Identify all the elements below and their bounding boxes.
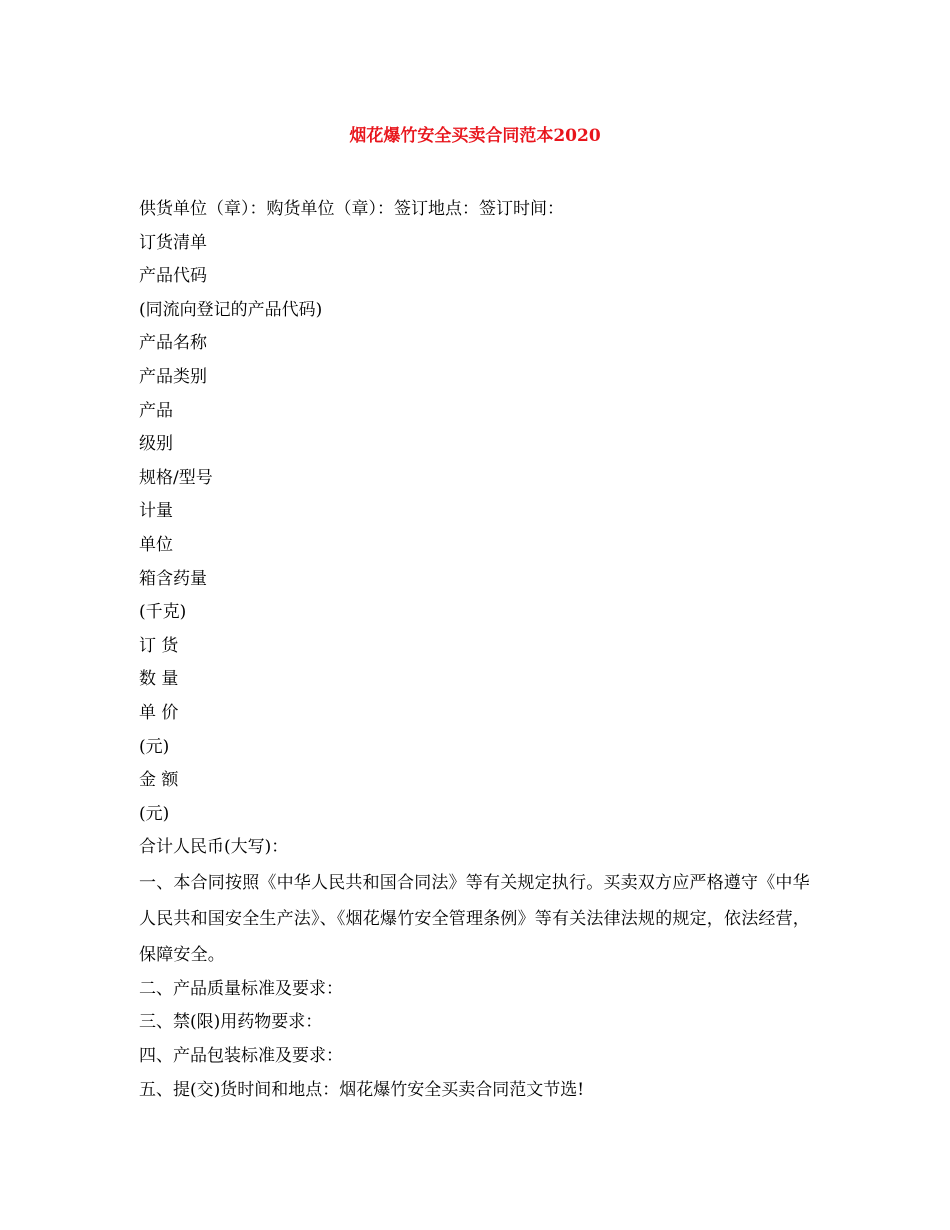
list-item: 级别 — [139, 434, 173, 455]
header-line: 供货单位（章）：购货单位（章）：签订地点：签订时间： — [139, 199, 564, 219]
clause-3: 三、禁(限)用药物要求： — [139, 1012, 323, 1033]
clause-4: 四、产品包装标准及要求： — [139, 1046, 343, 1067]
list-item: 金 额 — [139, 770, 179, 791]
list-item: 单位 — [139, 534, 173, 555]
total-line: 合计人民币(大写)： — [139, 837, 289, 858]
list-item: (同流向登记的产品代码) — [139, 299, 323, 320]
list-item: (元) — [139, 803, 170, 824]
list-item: 规格/型号 — [139, 467, 213, 488]
list-item: 箱含药量 — [139, 568, 207, 589]
list-item: 产品类别 — [139, 366, 207, 387]
list-item: 单 价 — [139, 702, 179, 723]
list-item: 数 量 — [139, 669, 179, 690]
clause-5: 五、提(交)货时间和地点：烟花爆竹安全买卖合同范文节选! — [139, 1079, 585, 1100]
list-item: (元) — [139, 736, 170, 757]
list-item: 订 货 — [139, 635, 179, 656]
document-body — [139, 193, 815, 1107]
list-item: 产品 — [139, 400, 173, 421]
list-item: 计量 — [139, 501, 173, 522]
clause-2: 二、产品质量标准及要求： — [139, 978, 343, 999]
list-item: 产品名称 — [139, 333, 207, 354]
clause-1: 一、本合同按照《中华人民共和国合同法》等有关规定执行。买卖双方应严格遵守《中华人民共和国安全生产法》、《烟花爆竹安全管理条例》等有关法律法规的规定，依法经营，保障安全。 — [139, 872, 810, 965]
list-item: 订货清单 — [139, 232, 207, 253]
list-item: 产品代码 — [139, 266, 207, 287]
list-item: (千克) — [139, 602, 187, 623]
document-title: 烟花爆竹安全买卖合同范本2020 — [349, 126, 601, 146]
